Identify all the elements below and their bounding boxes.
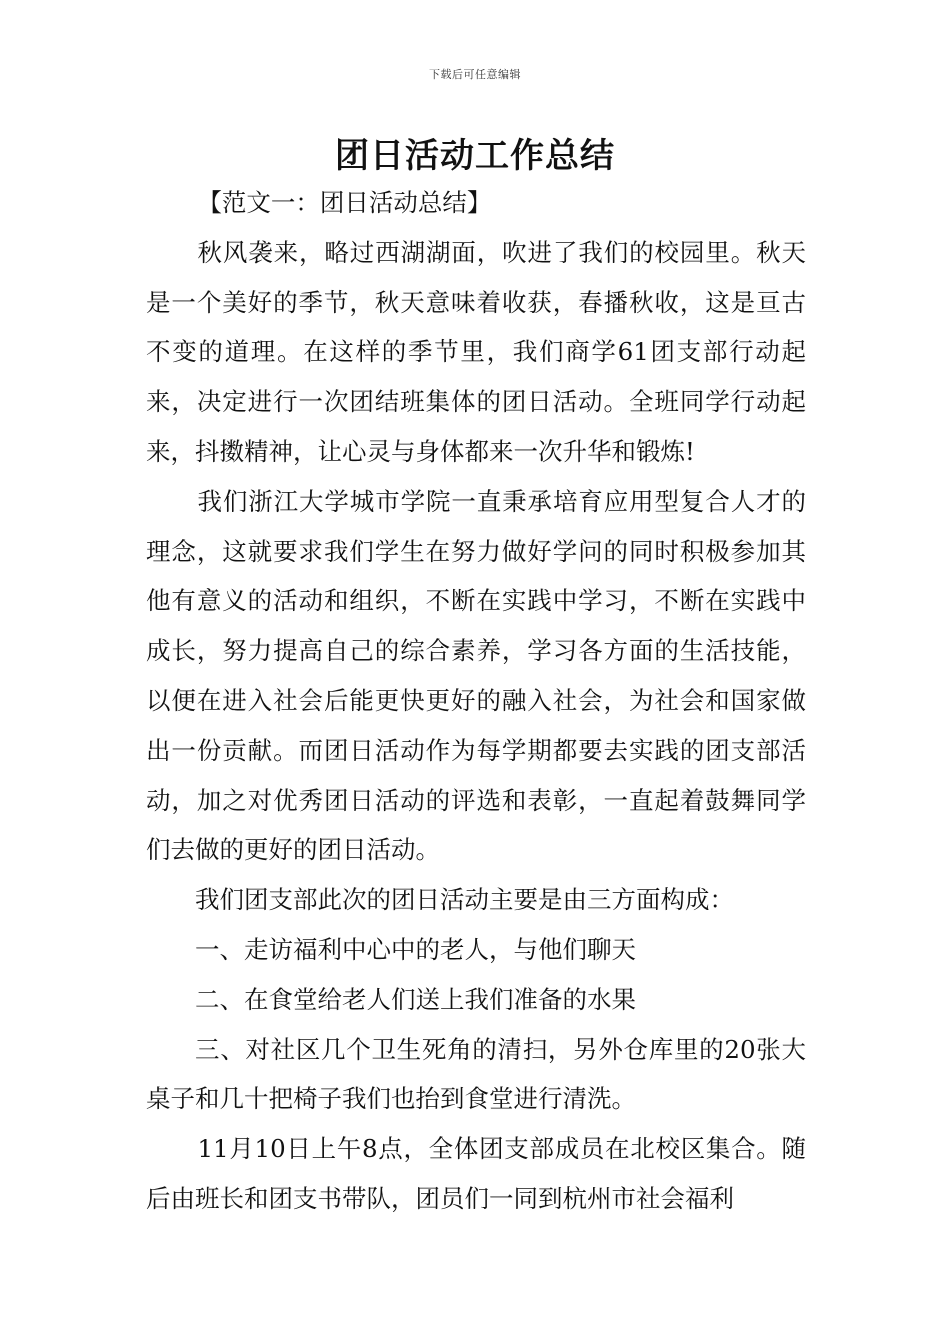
list-item: 一、走访福利中心中的老人，与他们聊天: [195, 934, 636, 964]
section-label: 【范文一：团日活动总结】: [197, 188, 492, 217]
document-title: 团日活动工作总结: [335, 136, 615, 176]
paragraph: 我们浙江大学城市学院一直秉承培育应用型复合人才的理念，这就要求我们学生在努力做好学问的同时积极参加其他有意义的活动和组织，不断在实践中学习，不断在实践中成长，努力提高自己的综合素养，学习各方面的生活技能，以便在进入社会后能更快更好的融入社会，为社会和国家做出一份贡献。而团日活动作为每学期都要去实践的团支部活动，加之对优秀团日活动的评选和表彰，一直起着鼓舞同学们去做的更好的团日活动。: [146, 486, 806, 865]
list-item: 三、对社区几个卫生死角的清扫，另外仓库里的20张大桌子和几十把椅子我们也抬到食堂进行清洗。: [146, 1034, 806, 1114]
paragraph: 秋风袭来，略过西湖湖面，吹进了我们的校园里。秋天是一个美好的季节，秋天意味着收获，春播秋收，这是亘古不变的道理。在这样的季节里，我们商学61团支部行动起来，决定进行一次团结班集体的团日活动。全班同学行动起来，抖擞精神，让心灵与身体都来一次升华和锻炼!: [146, 237, 806, 466]
header-note: 下载后可任意编辑: [429, 68, 521, 81]
list-item: 二、在食堂给老人们送上我们准备的水果: [195, 984, 636, 1014]
document-body: [146, 178, 806, 1224]
paragraph: 11月10日上午8点，全体团支部成员在北校区集合。随后由班长和团支书带队，团员们一同到杭州市社会福利: [146, 1134, 806, 1213]
paragraph: 我们团支部此次的团日活动主要是由三方面构成：: [195, 885, 734, 915]
